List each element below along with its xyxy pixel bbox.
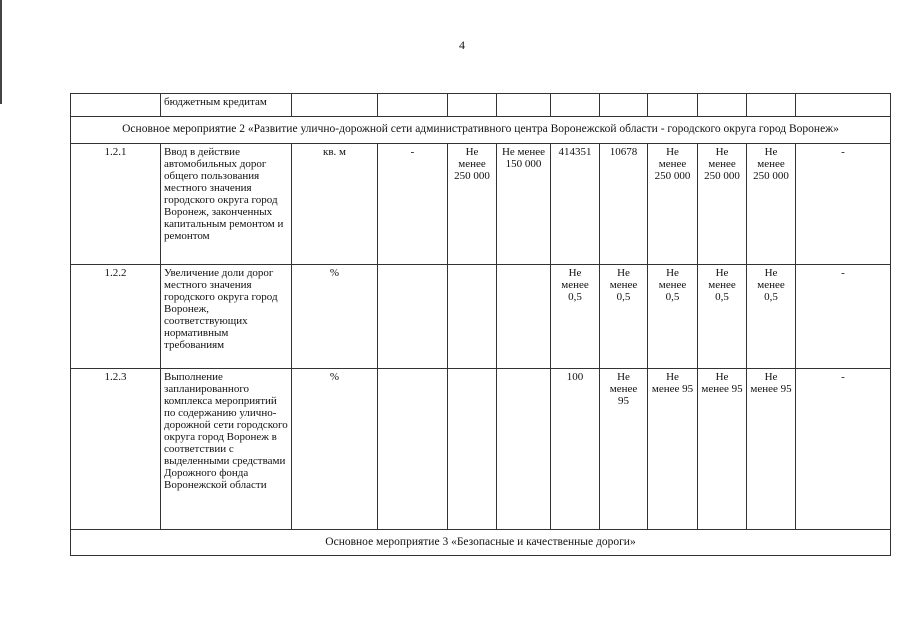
cell-col1: [378, 265, 448, 369]
table-row: [71, 144, 891, 265]
table-row-continuation: [71, 94, 891, 117]
indicators-table: [70, 93, 891, 556]
cell-col7: Не менее 0,5: [698, 265, 747, 369]
cell-col9: -: [796, 369, 891, 530]
cell-col8: Не менее 95: [747, 369, 796, 530]
binder-edge-line: [0, 0, 2, 104]
section-2-title: Основное мероприятие 2 «Развитие улично-дорожной сети административного центра Воронежской области - городского округа город Воронеж»: [71, 117, 891, 144]
cell-num: 1.2.2: [71, 265, 161, 369]
cell-num: [71, 94, 161, 117]
cell-col6: Не менее 250 000: [648, 144, 698, 265]
cell-name: Выполнение запланированного комплекса мероприятий по содержанию улично-дорожной сети городского округа город Воронеж в соответствии с выделенными средствами Дорожного фонда Воронежской области: [161, 369, 292, 530]
cell-name: бюджетным кредитам: [161, 94, 292, 117]
cell-col6: Не менее 0,5: [648, 265, 698, 369]
cell-unit: кв. м: [292, 144, 378, 265]
table-row: [71, 369, 891, 530]
cell-col2: Не менее 250 000: [448, 144, 497, 265]
cell-col3: Не менее 150 000: [497, 144, 551, 265]
cell-unit: %: [292, 265, 378, 369]
page-number: 4: [459, 38, 465, 52]
cell-col6: [648, 94, 698, 117]
cell-col2: [448, 369, 497, 530]
cell-num: 1.2.1: [71, 144, 161, 265]
cell-name: Увеличение доли дорог местного значения городского округа город Воронеж, соответствующих нормативным требованиям: [161, 265, 292, 369]
cell-col1: -: [378, 144, 448, 265]
cell-col9: [796, 94, 891, 117]
cell-col8: Не менее 250 000: [747, 144, 796, 265]
cell-col2: [448, 265, 497, 369]
cell-col7: [698, 94, 747, 117]
cell-col5: Не менее 0,5: [600, 265, 648, 369]
cell-col3: [497, 94, 551, 117]
cell-col4: 100: [551, 369, 600, 530]
cell-col1: [378, 94, 448, 117]
cell-col8: [747, 94, 796, 117]
cell-col4: Не менее 0,5: [551, 265, 600, 369]
cell-col1: [378, 369, 448, 530]
cell-col5: Не менее 95: [600, 369, 648, 530]
section-row: [71, 117, 891, 144]
cell-col7: Не менее 95: [698, 369, 747, 530]
cell-col5: [600, 94, 648, 117]
cell-num: 1.2.3: [71, 369, 161, 530]
cell-col6: Не менее 95: [648, 369, 698, 530]
cell-col9: -: [796, 144, 891, 265]
cell-col8: Не менее 0,5: [747, 265, 796, 369]
cell-col3: [497, 369, 551, 530]
cell-col5: 10678: [600, 144, 648, 265]
cell-col4: [551, 94, 600, 117]
cell-col9: -: [796, 265, 891, 369]
cell-name: Ввод в действие автомобильных дорог общего пользования местного значения городского округа город Воронеж, законченных капитальным ремонтом и ремонтом: [161, 144, 292, 265]
section-row: [71, 530, 891, 556]
table-row: [71, 265, 891, 369]
cell-col2: [448, 94, 497, 117]
cell-unit: [292, 94, 378, 117]
cell-col3: [497, 265, 551, 369]
cell-unit: %: [292, 369, 378, 530]
cell-col7: Не менее 250 000: [698, 144, 747, 265]
section-3-title: Основное мероприятие 3 «Безопасные и качественные дороги»: [71, 530, 891, 556]
cell-col4: 414351: [551, 144, 600, 265]
